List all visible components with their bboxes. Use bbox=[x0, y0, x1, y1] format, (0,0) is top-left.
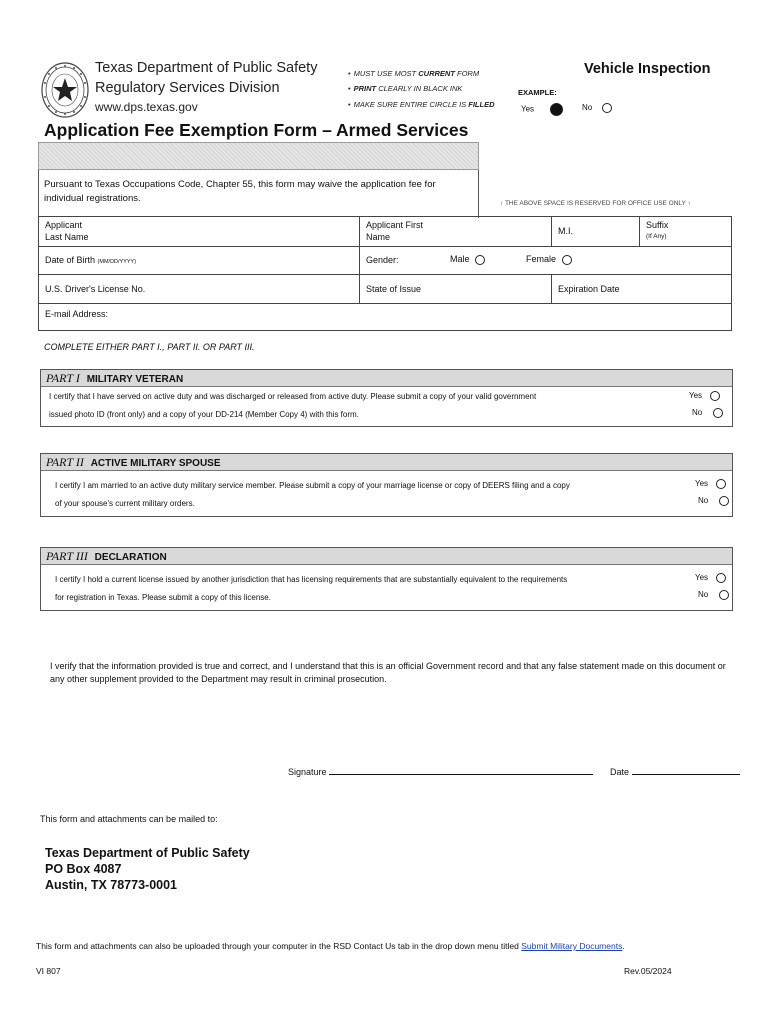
part-1-section bbox=[40, 369, 733, 427]
agency-name: Texas Department of Public Safety bbox=[95, 60, 318, 76]
applicant-info-grid bbox=[38, 216, 732, 331]
office-use-area bbox=[38, 142, 479, 170]
gender-field bbox=[359, 247, 731, 274]
part-3-text-line1: I certify I hold a current license issued by another jurisdiction that has licensing requirements that are substantially equivalent to the requirements bbox=[55, 575, 568, 584]
revision-date: Rev.05/2024 bbox=[624, 966, 672, 976]
part-3-no-option[interactable]: No bbox=[698, 590, 729, 600]
first-name-field[interactable]: Applicant First Name bbox=[359, 217, 551, 246]
part-2-yes-option[interactable]: Yes bbox=[695, 479, 726, 489]
address-line2: PO Box 4087 bbox=[45, 862, 122, 876]
signature-line[interactable] bbox=[329, 764, 593, 775]
part-1-header: PART I MILITARY VETERAN bbox=[41, 370, 732, 387]
female-option[interactable]: Female bbox=[526, 253, 572, 265]
gender-label: Gender: bbox=[366, 255, 399, 265]
expiration-date-field[interactable]: Expiration Date bbox=[551, 275, 731, 303]
part-1-no-radio-icon[interactable] bbox=[713, 408, 723, 418]
form-number: VI 807 bbox=[36, 966, 61, 976]
mi-field[interactable]: M.I. bbox=[551, 217, 639, 246]
part-3-yes-option[interactable]: Yes bbox=[695, 573, 726, 583]
division-name: Regulatory Services Division bbox=[95, 80, 280, 96]
note-current-form: • MUST USE MOST CURRENT FORM bbox=[348, 69, 480, 78]
state-of-issue-field[interactable]: State of Issue bbox=[359, 275, 551, 303]
pursuant-text: Pursuant to Texas Occupations Code, Chapter 55, this form may waive the application fee for individual registrations. bbox=[44, 179, 436, 204]
date-field[interactable]: Date bbox=[610, 764, 740, 777]
suffix-field[interactable] bbox=[639, 217, 731, 246]
part-2-no-option[interactable]: No bbox=[698, 496, 729, 506]
dob-label: Date of Birth bbox=[45, 255, 96, 265]
email-field[interactable]: E-mail Address: bbox=[45, 309, 109, 319]
license-field[interactable]: U.S. Driver's License No. bbox=[45, 284, 146, 294]
part-1-yes-radio-icon[interactable] bbox=[710, 391, 720, 401]
date-line[interactable] bbox=[632, 764, 740, 775]
note-fill-circle: • MAKE SURE ENTIRE CIRCLE IS FILLED bbox=[348, 100, 495, 109]
part-2-header: PART II ACTIVE MILITARY SPOUSE bbox=[41, 454, 732, 471]
signature-field[interactable]: Signature bbox=[288, 764, 593, 777]
suffix-note: (If Any) bbox=[646, 233, 667, 240]
part-3-no-radio-icon[interactable] bbox=[719, 590, 729, 600]
part-3-header: PART III DECLARATION bbox=[41, 548, 732, 565]
part-3-yes-radio-icon[interactable] bbox=[716, 573, 726, 583]
dob-field[interactable] bbox=[39, 247, 359, 274]
male-radio-icon[interactable] bbox=[475, 255, 485, 265]
note-black-ink: • PRINT CLEARLY IN BLACK INK bbox=[348, 84, 463, 93]
dob-format: (MM/DD/YYYY) bbox=[97, 259, 137, 265]
dps-seal-logo bbox=[40, 60, 90, 120]
form-title: Application Fee Exemption Form – Armed Services bbox=[44, 120, 469, 140]
upload-instructions: This form and attachments can also be uploaded through your computer in the RSD Contact Us tab in the drop down menu titled Submit Military Documents. bbox=[36, 941, 625, 951]
instruction: COMPLETE EITHER PART I., PART II. OR PART III. bbox=[44, 342, 255, 352]
part-2-no-radio-icon[interactable] bbox=[719, 496, 729, 506]
part-2-text-line1: I certify I am married to an active duty military service member. Please submit a copy of your marriage license or copy of DEERS filing and a copy bbox=[55, 481, 570, 490]
part-1-yes-option[interactable]: Yes bbox=[689, 391, 720, 401]
empty-circle-icon bbox=[602, 103, 612, 113]
part-2-text-line2: of your spouse's current military orders. bbox=[55, 499, 195, 508]
mailing-address bbox=[45, 845, 250, 893]
female-radio-icon[interactable] bbox=[562, 255, 572, 265]
mail-intro: This form and attachments can be mailed to: bbox=[40, 814, 218, 824]
part-3-text-line2: for registration in Texas. Please submit a copy of this license. bbox=[55, 593, 271, 602]
male-option[interactable]: Male bbox=[450, 253, 485, 265]
part-3-section bbox=[40, 547, 733, 611]
address-line1: Texas Department of Public Safety bbox=[45, 846, 250, 860]
verification-statement: I verify that the information provided is true and correct, and I understand that this is an official Government record and that any false statement made on this document or any other supplement provided to the Department may result in criminal prosecution. bbox=[50, 661, 726, 684]
part-1-text-line2: issued photo ID (front only) and a copy of your DD-214 (Member Copy 4) with this form. bbox=[49, 410, 359, 419]
last-name-field[interactable]: Applicant Last Name bbox=[45, 220, 89, 242]
example-yes: Yes bbox=[521, 103, 563, 116]
office-use-note: ↑ THE ABOVE SPACE IS RESERVED FOR OFFICE USE ONLY ↑ bbox=[500, 200, 691, 207]
submit-military-documents-link[interactable]: Submit Military Documents bbox=[521, 941, 623, 951]
part-1-no-option[interactable]: No bbox=[692, 408, 723, 418]
filled-circle-icon bbox=[550, 103, 563, 116]
part-2-yes-radio-icon[interactable] bbox=[716, 479, 726, 489]
address-line3: Austin, TX 78773-0001 bbox=[45, 878, 178, 892]
example-no: No bbox=[582, 103, 612, 113]
suffix-label: Suffix bbox=[646, 220, 669, 230]
website: www.dps.texas.gov bbox=[95, 100, 198, 114]
example-label: EXAMPLE: bbox=[518, 88, 557, 97]
part-2-section bbox=[40, 453, 733, 517]
part-1-text-line1: I certify that I have served on active duty and was discharged or released from active duty. Please submit a copy of your valid government bbox=[49, 392, 537, 401]
section-title: Vehicle Inspection bbox=[584, 61, 711, 77]
